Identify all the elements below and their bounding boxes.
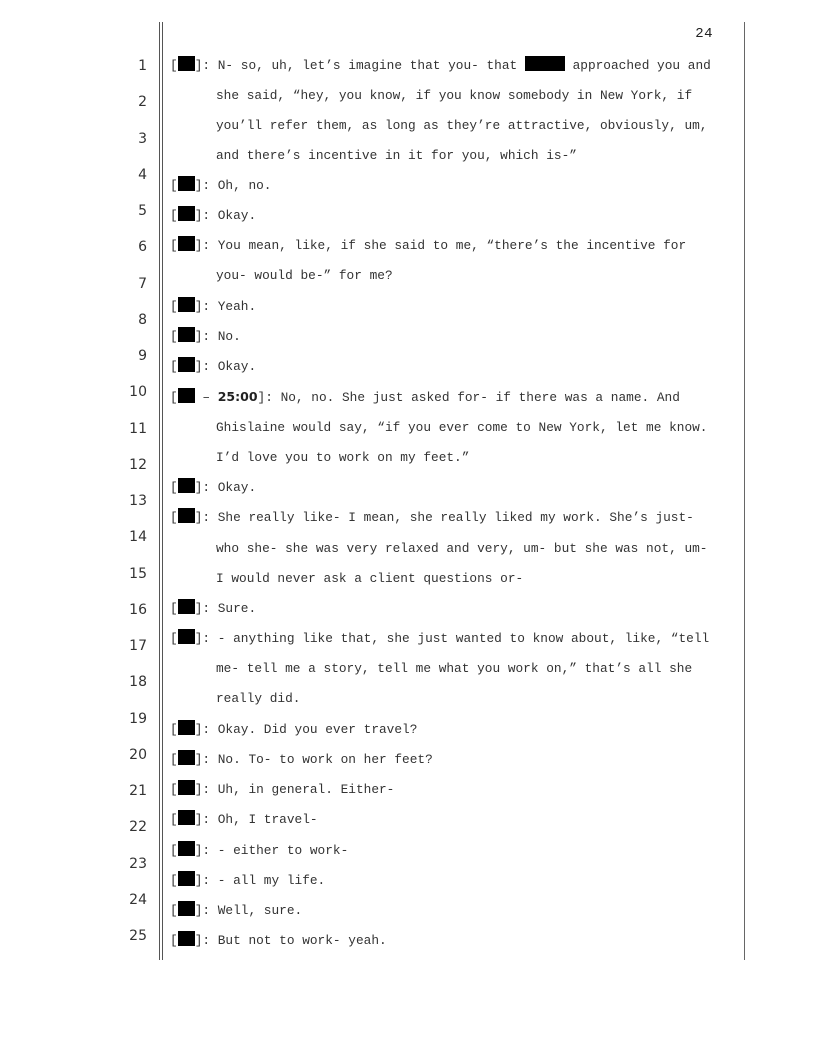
line-number: 16 — [129, 602, 147, 618]
line-number: 19 — [129, 711, 147, 727]
redacted-speaker — [178, 720, 195, 735]
bracket-open: [ — [170, 390, 178, 405]
redacted-speaker — [178, 357, 195, 372]
transcript-line — [170, 931, 387, 951]
line-numbers-column — [0, 0, 150, 1056]
line-number: 7 — [138, 276, 147, 292]
utterance-text: ]: No. — [194, 329, 241, 344]
right-margin-rule — [744, 22, 745, 960]
transcript-line — [170, 720, 417, 740]
line-number: 24 — [129, 892, 147, 908]
transcript-line: I would never ask a client questions or- — [216, 571, 524, 586]
line-number: 11 — [129, 421, 147, 437]
redacted-speaker — [178, 871, 195, 886]
bracket-open: [ — [170, 873, 178, 888]
redacted-speaker — [178, 327, 195, 342]
redacted-speaker — [178, 599, 195, 614]
redacted-speaker — [178, 901, 195, 916]
left-margin-rule — [159, 22, 160, 960]
redacted-speaker — [178, 388, 195, 403]
utterance-text: ]: No, no. She just asked for- if there was a name. And — [257, 390, 680, 405]
transcript-line — [170, 841, 348, 861]
transcript-line: you’ll refer them, as long as they’re attractive, obviously, um, — [216, 118, 708, 133]
transcript-line — [170, 297, 256, 317]
utterance-text: ]: - all my life. — [194, 873, 326, 888]
transcript-line — [170, 871, 325, 891]
utterance-text: ]: Yeah. — [194, 299, 257, 314]
transcript-line — [170, 750, 433, 770]
transcript-line — [170, 176, 271, 196]
bracket-open: [ — [170, 843, 178, 858]
transcript-line: you- would be-” for me? — [216, 268, 393, 283]
utterance-text: ]: Well, sure. — [194, 903, 303, 918]
line-number: 6 — [138, 239, 147, 255]
redacted-speaker — [178, 629, 195, 644]
bracket-open: [ — [170, 299, 178, 314]
transcript-line — [170, 56, 711, 76]
transcript-line — [170, 629, 709, 649]
line-number: 22 — [129, 819, 147, 835]
utterance-text: ]: - anything like that, she just wanted to know about, like, “tell — [194, 631, 710, 646]
transcript-line — [170, 599, 256, 619]
transcript-line — [170, 780, 394, 800]
redacted-speaker — [178, 508, 195, 523]
utterance-text: ]: You mean, like, if she said to me, “there’s the incentive for — [194, 238, 687, 253]
page-number: 24 — [695, 26, 713, 42]
utterance-text: ]: Oh, no. — [194, 178, 272, 193]
redacted-speaker — [178, 810, 195, 825]
line-number: 12 — [129, 457, 147, 473]
transcript-line — [170, 236, 686, 256]
transcript-line: really did. — [216, 691, 301, 706]
utterance-text: ]: No. To- to work on her feet? — [194, 752, 433, 767]
bracket-open: [ — [170, 933, 178, 948]
bracket-open: [ — [170, 178, 178, 193]
redacted-speaker — [178, 478, 195, 493]
bracket-open: [ — [170, 631, 178, 646]
line-number: 1 — [138, 58, 147, 74]
utterance-text: approached you and — [564, 58, 711, 73]
line-number: 3 — [138, 131, 147, 147]
line-number: 23 — [129, 856, 147, 872]
transcript-line — [170, 327, 241, 347]
bracket-open: [ — [170, 208, 178, 223]
utterance-text: ]: Oh, I travel- — [194, 812, 318, 827]
redacted-speaker — [178, 297, 195, 312]
utterance-text: ]: - either to work- — [194, 843, 349, 858]
redacted-speaker — [178, 780, 195, 795]
line-number: 2 — [138, 94, 147, 110]
line-number: 21 — [129, 783, 147, 799]
utterance-text: ]: Okay. — [194, 480, 257, 495]
transcript-line: me- tell me a story, tell me what you work on,” that’s all she — [216, 661, 693, 676]
line-number: 15 — [129, 566, 147, 582]
bracket-open: [ — [170, 812, 178, 827]
redacted-speaker — [178, 750, 195, 765]
left-margin-rule-inner — [162, 22, 163, 960]
utterance-text: ]: Okay. Did you ever travel? — [194, 722, 418, 737]
line-number: 4 — [138, 167, 147, 183]
transcript-line — [170, 478, 256, 498]
timestamp: 25:00 — [217, 389, 258, 404]
line-number: 8 — [138, 312, 147, 328]
bracket-open: [ — [170, 903, 178, 918]
line-number: 20 — [129, 747, 147, 763]
utterance-text: ]: Okay. — [194, 208, 257, 223]
line-number: 14 — [129, 529, 147, 545]
utterance-text: ]: Sure. — [194, 601, 257, 616]
transcript-line — [170, 387, 680, 407]
timestamp-dash: – — [194, 390, 218, 405]
transcript-line — [170, 357, 256, 377]
transcript-line: who she- she was very relaxed and very, um- but she was not, um- — [216, 541, 708, 556]
line-number: 9 — [138, 348, 147, 364]
bracket-open: [ — [170, 238, 178, 253]
line-number: 25 — [129, 928, 147, 944]
bracket-open: [ — [170, 782, 178, 797]
line-number: 17 — [129, 638, 147, 654]
bracket-open: [ — [170, 480, 178, 495]
redacted-speaker — [178, 206, 195, 221]
transcript-body — [170, 0, 740, 1056]
utterance-text: ]: N- so, uh, let’s imagine that you- that — [194, 58, 525, 73]
redacted-speaker — [178, 931, 195, 946]
line-number: 10 — [129, 384, 147, 400]
transcript-line: I’d love you to work on my feet.” — [216, 450, 470, 465]
bracket-open: [ — [170, 510, 178, 525]
redacted-speaker — [178, 236, 195, 251]
bracket-open: [ — [170, 722, 178, 737]
utterance-text: ]: Okay. — [194, 359, 257, 374]
utterance-text: ]: She really like- I mean, she really liked my work. She’s just- — [194, 510, 694, 525]
redacted-speaker — [178, 841, 195, 856]
transcript-line — [170, 508, 694, 528]
utterance-text: ]: Uh, in general. Either- — [194, 782, 395, 797]
bracket-open: [ — [170, 601, 178, 616]
utterance-text: ]: But not to work- yeah. — [194, 933, 387, 948]
bracket-open: [ — [170, 359, 178, 374]
transcript-line: Ghislaine would say, “if you ever come to New York, let me know. — [216, 420, 708, 435]
redacted-speaker — [178, 56, 195, 71]
transcript-line: she said, “hey, you know, if you know somebody in New York, if — [216, 88, 693, 103]
bracket-open: [ — [170, 58, 178, 73]
line-number: 13 — [129, 493, 147, 509]
line-number: 18 — [129, 674, 147, 690]
line-number: 5 — [138, 203, 147, 219]
transcript-line — [170, 810, 318, 830]
bracket-open: [ — [170, 752, 178, 767]
transcript-line: and there’s incentive in it for you, which is-” — [216, 148, 577, 163]
redacted-name — [525, 56, 565, 71]
transcript-line — [170, 901, 302, 921]
transcript-line — [170, 206, 256, 226]
bracket-open: [ — [170, 329, 178, 344]
redacted-speaker — [178, 176, 195, 191]
